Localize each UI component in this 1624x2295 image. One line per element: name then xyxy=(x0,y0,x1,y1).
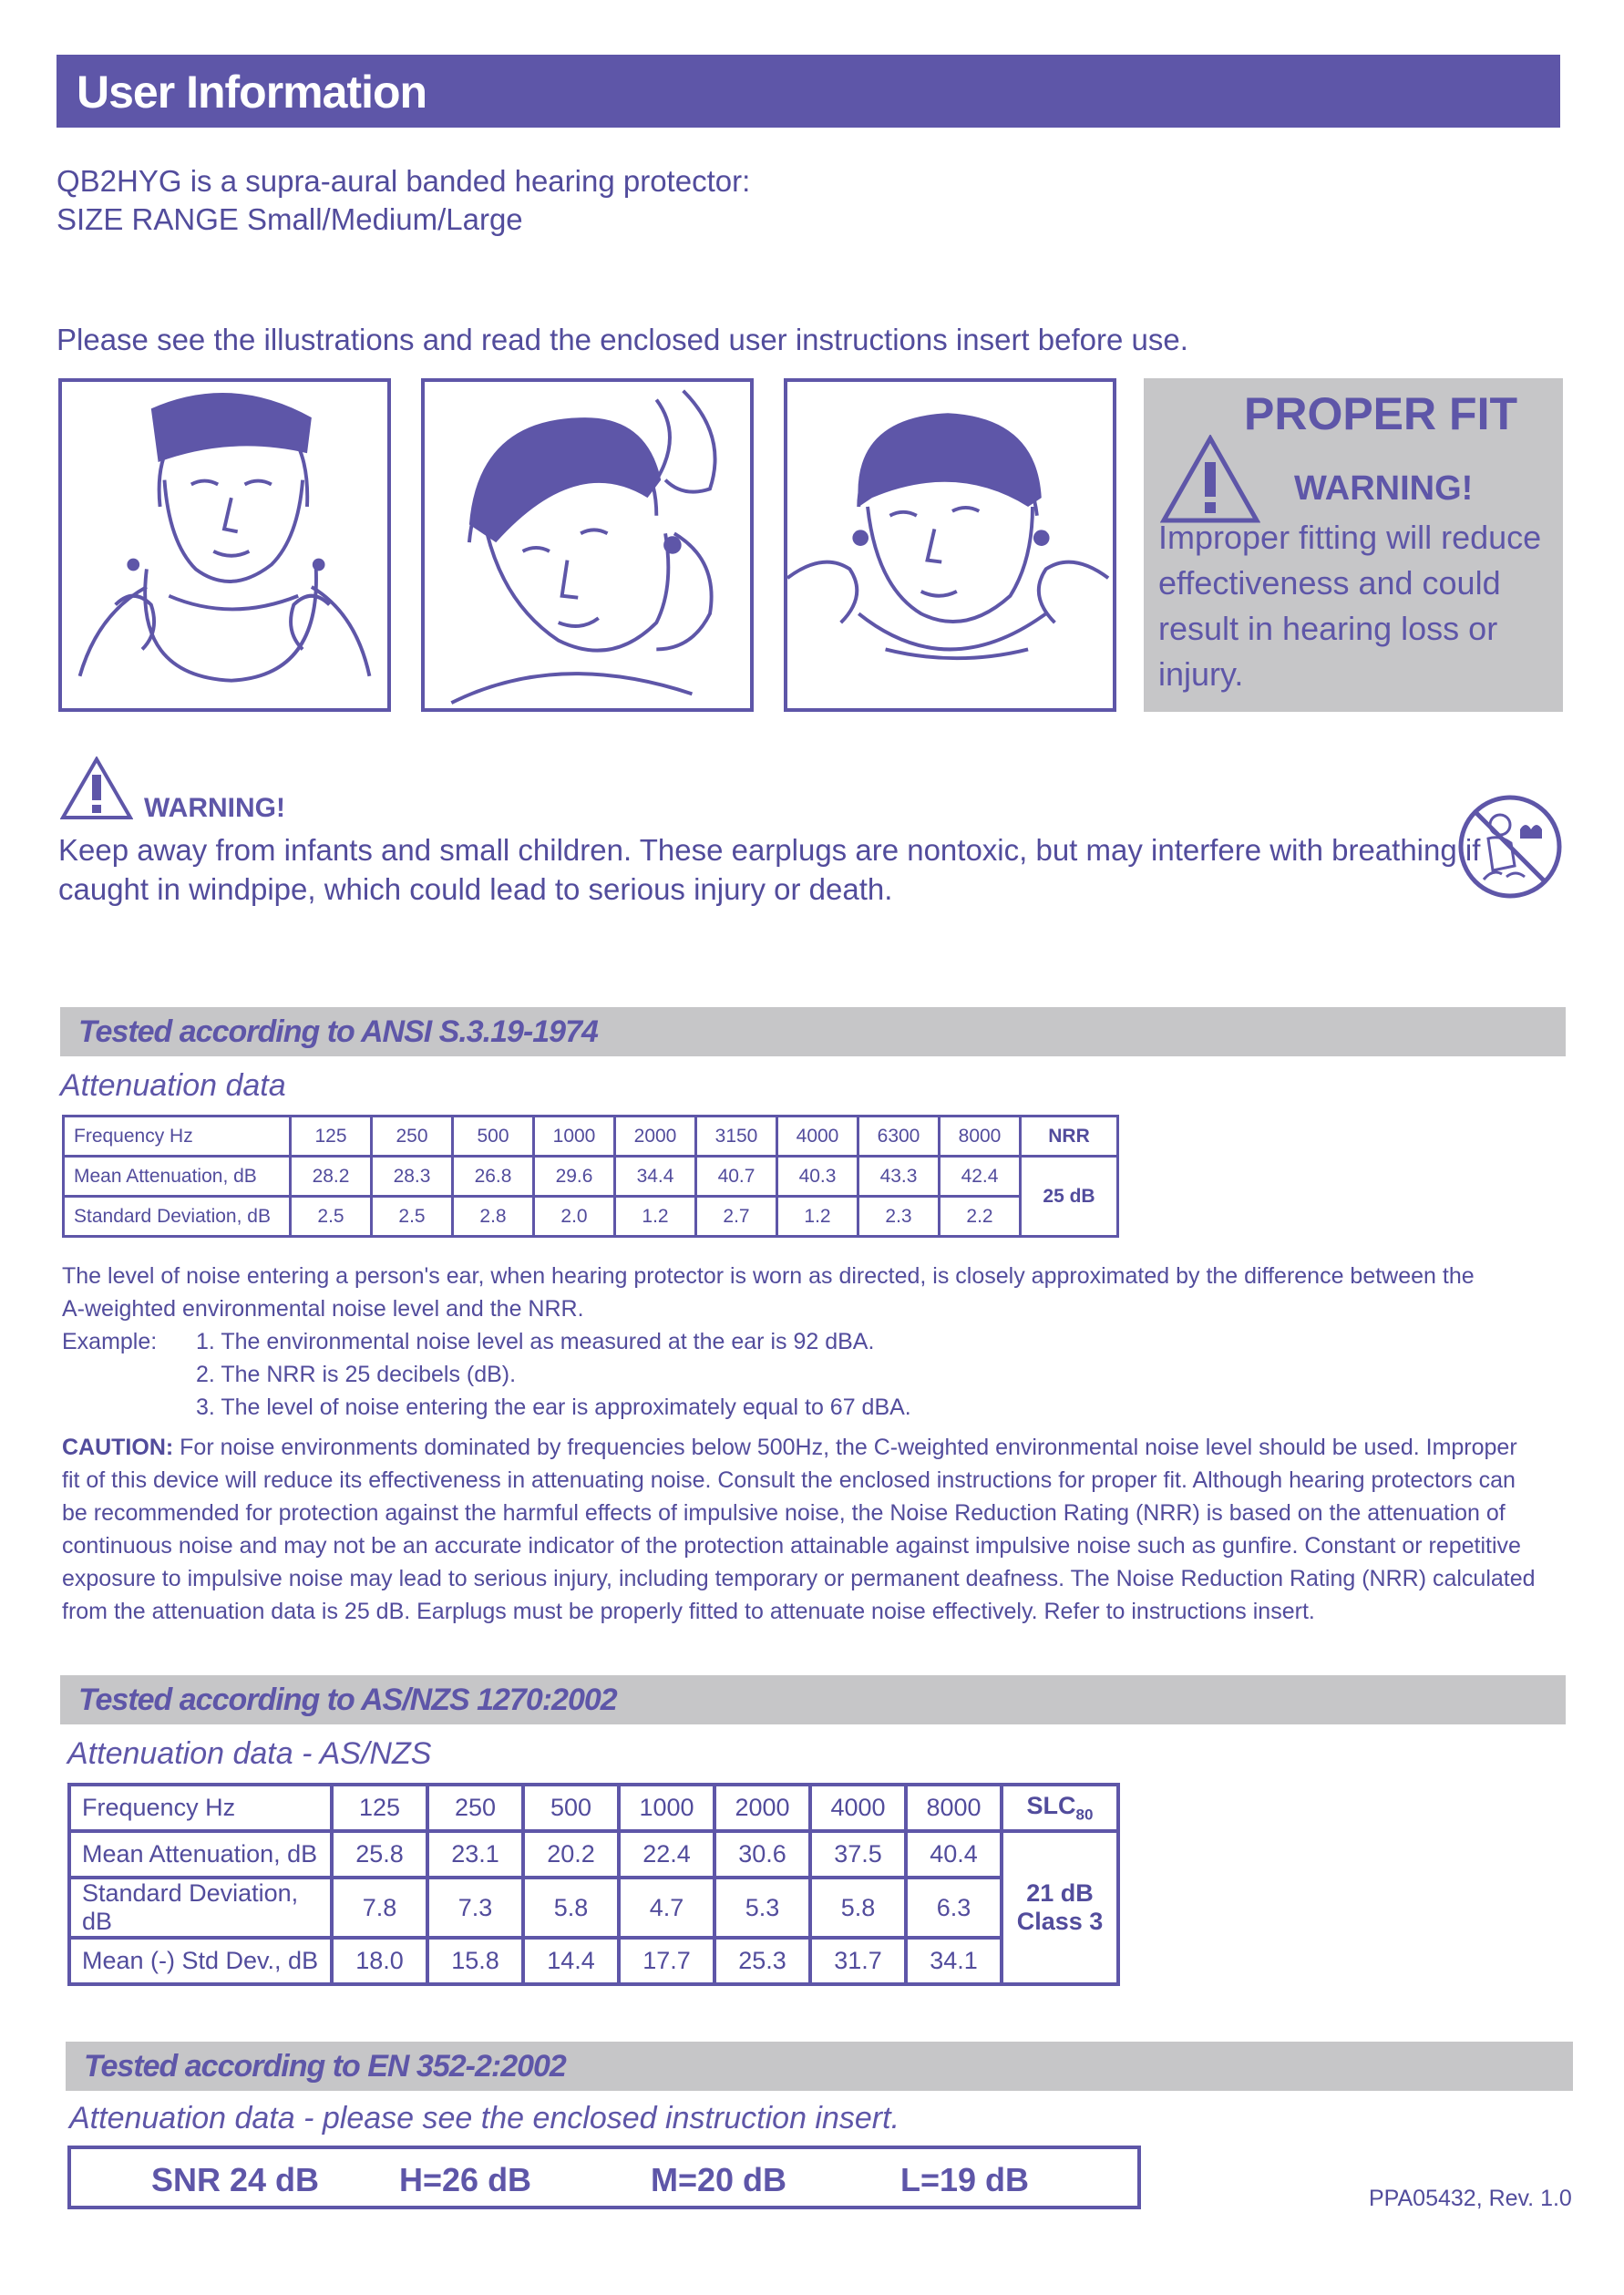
instruction-text: Please see the illustrations and read the enclosed user instructions insert before use. xyxy=(57,323,1188,356)
table-row xyxy=(64,1117,1118,1157)
table-cell: 40.4 xyxy=(906,1831,1002,1878)
snr-value: SNR 24 dB xyxy=(151,2161,320,2198)
no-children-icon xyxy=(1456,793,1564,901)
table-cell: 5.8 xyxy=(810,1878,906,1938)
table-cell: 37.5 xyxy=(810,1831,906,1878)
table-cell: 2.8 xyxy=(453,1197,534,1237)
ansi-section-title: Tested according to ANSI S.3.19-1974 xyxy=(78,1014,598,1049)
table-cell: 250 xyxy=(372,1117,453,1157)
table-cell: 29.6 xyxy=(534,1157,615,1197)
fitting-step-3-illustration xyxy=(787,382,1113,708)
table-cell: 4000 xyxy=(777,1117,858,1157)
en-section-title: Tested according to EN 352-2:2002 xyxy=(84,2049,566,2084)
table-cell: 2000 xyxy=(714,1785,810,1831)
table-cell: 34.4 xyxy=(615,1157,696,1197)
child-warning-line-1: Keep away from infants and small children. These earplugs are nontoxic, but may interfere with breathing if xyxy=(58,833,1481,867)
nrr-value: 25 dB xyxy=(1021,1157,1118,1237)
row-label: Standard Deviation, dB xyxy=(64,1197,291,1237)
table-cell: 2.5 xyxy=(372,1197,453,1237)
nrr-explanation-line-2: A-weighted environmental noise level and the NRR. xyxy=(62,1296,584,1322)
slc-header xyxy=(1002,1785,1118,1831)
table-cell: 17.7 xyxy=(619,1938,714,1984)
title-bar xyxy=(57,55,1560,128)
table-cell: 125 xyxy=(291,1117,372,1157)
table-cell: 2.5 xyxy=(291,1197,372,1237)
caution-line-3: be recommended for protection against the harmful effects of impulsive noise, the Noise Reduction Rating (NRR) is based on the attenuation of xyxy=(62,1500,1506,1526)
table-row xyxy=(64,1157,1118,1197)
table-cell: 1.2 xyxy=(777,1197,858,1237)
table-cell: 2.2 xyxy=(940,1197,1021,1237)
table-cell: 6300 xyxy=(858,1117,940,1157)
h-value: H=26 dB xyxy=(399,2161,532,2198)
row-label: Standard Deviation, dB xyxy=(69,1878,332,1938)
size-range: SIZE RANGE Small/Medium/Large xyxy=(57,202,523,236)
caution-text: For noise environments dominated by frequencies below 500Hz, the C-weighted environmental noise level should be used. Improper xyxy=(173,1435,1517,1460)
proper-fit-warning: WARNING! xyxy=(1294,469,1474,508)
table-cell: 1000 xyxy=(534,1117,615,1157)
table-cell: 2.3 xyxy=(858,1197,940,1237)
child-warning-label: WARNING! xyxy=(144,793,285,823)
table-cell: 2000 xyxy=(615,1117,696,1157)
table-cell: 14.4 xyxy=(523,1938,619,1984)
en-subtitle: Attenuation data - please see the enclosed instruction insert. xyxy=(69,2101,900,2135)
table-cell: 28.3 xyxy=(372,1157,453,1197)
row-label: Frequency Hz xyxy=(64,1117,291,1157)
table-row xyxy=(69,1785,1118,1831)
document-code: PPA05432, Rev. 1.0 xyxy=(1369,2186,1572,2211)
table-cell: 25.3 xyxy=(714,1938,810,1984)
caution-line-1 xyxy=(62,1431,1517,1464)
ansi-subtitle: Attenuation data xyxy=(60,1068,286,1103)
proper-fit-title: PROPER FIT xyxy=(1243,388,1518,439)
row-label: Frequency Hz xyxy=(69,1785,332,1831)
illustration-step-1 xyxy=(58,378,391,712)
proper-fit-panel xyxy=(1144,378,1563,712)
table-cell: 2.0 xyxy=(534,1197,615,1237)
table-cell: 1000 xyxy=(619,1785,714,1831)
table-cell: 1.2 xyxy=(615,1197,696,1237)
ansi-attenuation-table xyxy=(62,1115,1119,1238)
slc-value: 21 dB xyxy=(1026,1879,1094,1907)
table-cell: 34.1 xyxy=(906,1938,1002,1984)
asnzs-subtitle: Attenuation data - AS/NZS xyxy=(67,1736,432,1771)
product-description: QB2HYG is a supra-aural banded hearing protector: xyxy=(57,164,751,198)
slc-label: SLC xyxy=(1026,1791,1076,1819)
table-cell: 7.8 xyxy=(332,1878,427,1938)
child-warning-line-2: caught in windpipe, which could lead to serious injury or death. xyxy=(58,872,893,906)
caution-line-5: exposure to impulsive noise may lead to serious injury, including temporary or permanent deafness. The Noise Reduction Rating (NRR) calculated xyxy=(62,1566,1536,1591)
slc-class: Class 3 xyxy=(1016,1908,1104,1935)
warning-triangle-icon xyxy=(60,756,133,820)
m-value: M=20 dB xyxy=(651,2161,787,2198)
table-row xyxy=(64,1197,1118,1237)
asnzs-section-header xyxy=(60,1675,1566,1724)
table-cell: 7.3 xyxy=(427,1878,523,1938)
table-cell: 500 xyxy=(453,1117,534,1157)
table-row xyxy=(69,1878,1118,1938)
table-cell: 15.8 xyxy=(427,1938,523,1984)
example-label: Example: xyxy=(62,1329,158,1354)
table-cell: 28.2 xyxy=(291,1157,372,1197)
illustration-step-3 xyxy=(784,378,1116,712)
en-ratings-box xyxy=(67,2146,1141,2209)
row-label: Mean (-) Std Dev., dB xyxy=(69,1938,332,1984)
row-label: Mean Attenuation, dB xyxy=(64,1157,291,1197)
table-cell: 2.7 xyxy=(696,1197,777,1237)
example-item-3: 3. The level of noise entering the ear is approximately equal to 67 dBA. xyxy=(196,1394,911,1420)
table-cell: 500 xyxy=(523,1785,619,1831)
caution-line-4: continuous noise and may not be an accurate indicator of the protection attainable against impulsive noise such as gunfire. Constant or repetitive xyxy=(62,1533,1521,1559)
slc-value-cell xyxy=(1002,1831,1118,1984)
table-cell: 25.8 xyxy=(332,1831,427,1878)
table-cell: 23.1 xyxy=(427,1831,523,1878)
table-cell: 6.3 xyxy=(906,1878,1002,1938)
table-cell: 26.8 xyxy=(453,1157,534,1197)
fitting-step-2-illustration xyxy=(425,382,750,708)
example-item-1: 1. The environmental noise level as measured at the ear is 92 dBA. xyxy=(196,1329,875,1354)
table-cell: 30.6 xyxy=(714,1831,810,1878)
warning-triangle-icon xyxy=(1160,435,1260,524)
table-cell: 20.2 xyxy=(523,1831,619,1878)
page-title: User Information xyxy=(77,67,427,118)
asnzs-attenuation-table xyxy=(67,1783,1120,1986)
table-cell: 22.4 xyxy=(619,1831,714,1878)
caution-line-2: fit of this device will reduce its effectiveness in attenuating noise. Consult the enclosed instructions for proper fit. Although hearing protectors can xyxy=(62,1467,1516,1493)
nrr-header: NRR xyxy=(1021,1117,1118,1157)
table-cell: 4.7 xyxy=(619,1878,714,1938)
caution-line-6: from the attenuation data is 25 dB. Earplugs must be properly fitted to attenuate noise effectively. Refer to instructions insert. xyxy=(62,1599,1315,1624)
example-item-2: 2. The NRR is 25 decibels (dB). xyxy=(196,1362,517,1387)
table-cell: 8000 xyxy=(940,1117,1021,1157)
l-value: L=19 dB xyxy=(900,2161,1030,2198)
table-cell: 3150 xyxy=(696,1117,777,1157)
en-section-header xyxy=(66,2042,1573,2091)
table-cell: 5.8 xyxy=(523,1878,619,1938)
table-cell: 40.7 xyxy=(696,1157,777,1197)
table-cell: 18.0 xyxy=(332,1938,427,1984)
table-cell: 42.4 xyxy=(940,1157,1021,1197)
table-cell: 5.3 xyxy=(714,1878,810,1938)
caution-label: CAUTION: xyxy=(62,1435,174,1460)
fitting-step-1-illustration xyxy=(62,382,387,708)
table-cell: 43.3 xyxy=(858,1157,940,1197)
asnzs-section-title: Tested according to AS/NZS 1270:2002 xyxy=(78,1683,617,1717)
row-label: Mean Attenuation, dB xyxy=(69,1831,332,1878)
proper-fit-text: Improper fitting will reduce effectiveness and could result in hearing loss or injury. xyxy=(1158,519,1542,693)
ansi-section-header xyxy=(60,1007,1566,1056)
table-cell: 31.7 xyxy=(810,1938,906,1984)
table-row xyxy=(69,1831,1118,1878)
table-cell: 125 xyxy=(332,1785,427,1831)
table-row xyxy=(69,1938,1118,1984)
nrr-explanation-line-1: The level of noise entering a person's ear, when hearing protector is worn as directed, is closely approximated by the difference between the xyxy=(62,1263,1475,1289)
slc-subscript: 80 xyxy=(1075,1806,1094,1824)
table-cell: 40.3 xyxy=(777,1157,858,1197)
table-cell: 250 xyxy=(427,1785,523,1831)
table-cell: 4000 xyxy=(810,1785,906,1831)
table-cell: 8000 xyxy=(906,1785,1002,1831)
illustration-step-2 xyxy=(421,378,754,712)
